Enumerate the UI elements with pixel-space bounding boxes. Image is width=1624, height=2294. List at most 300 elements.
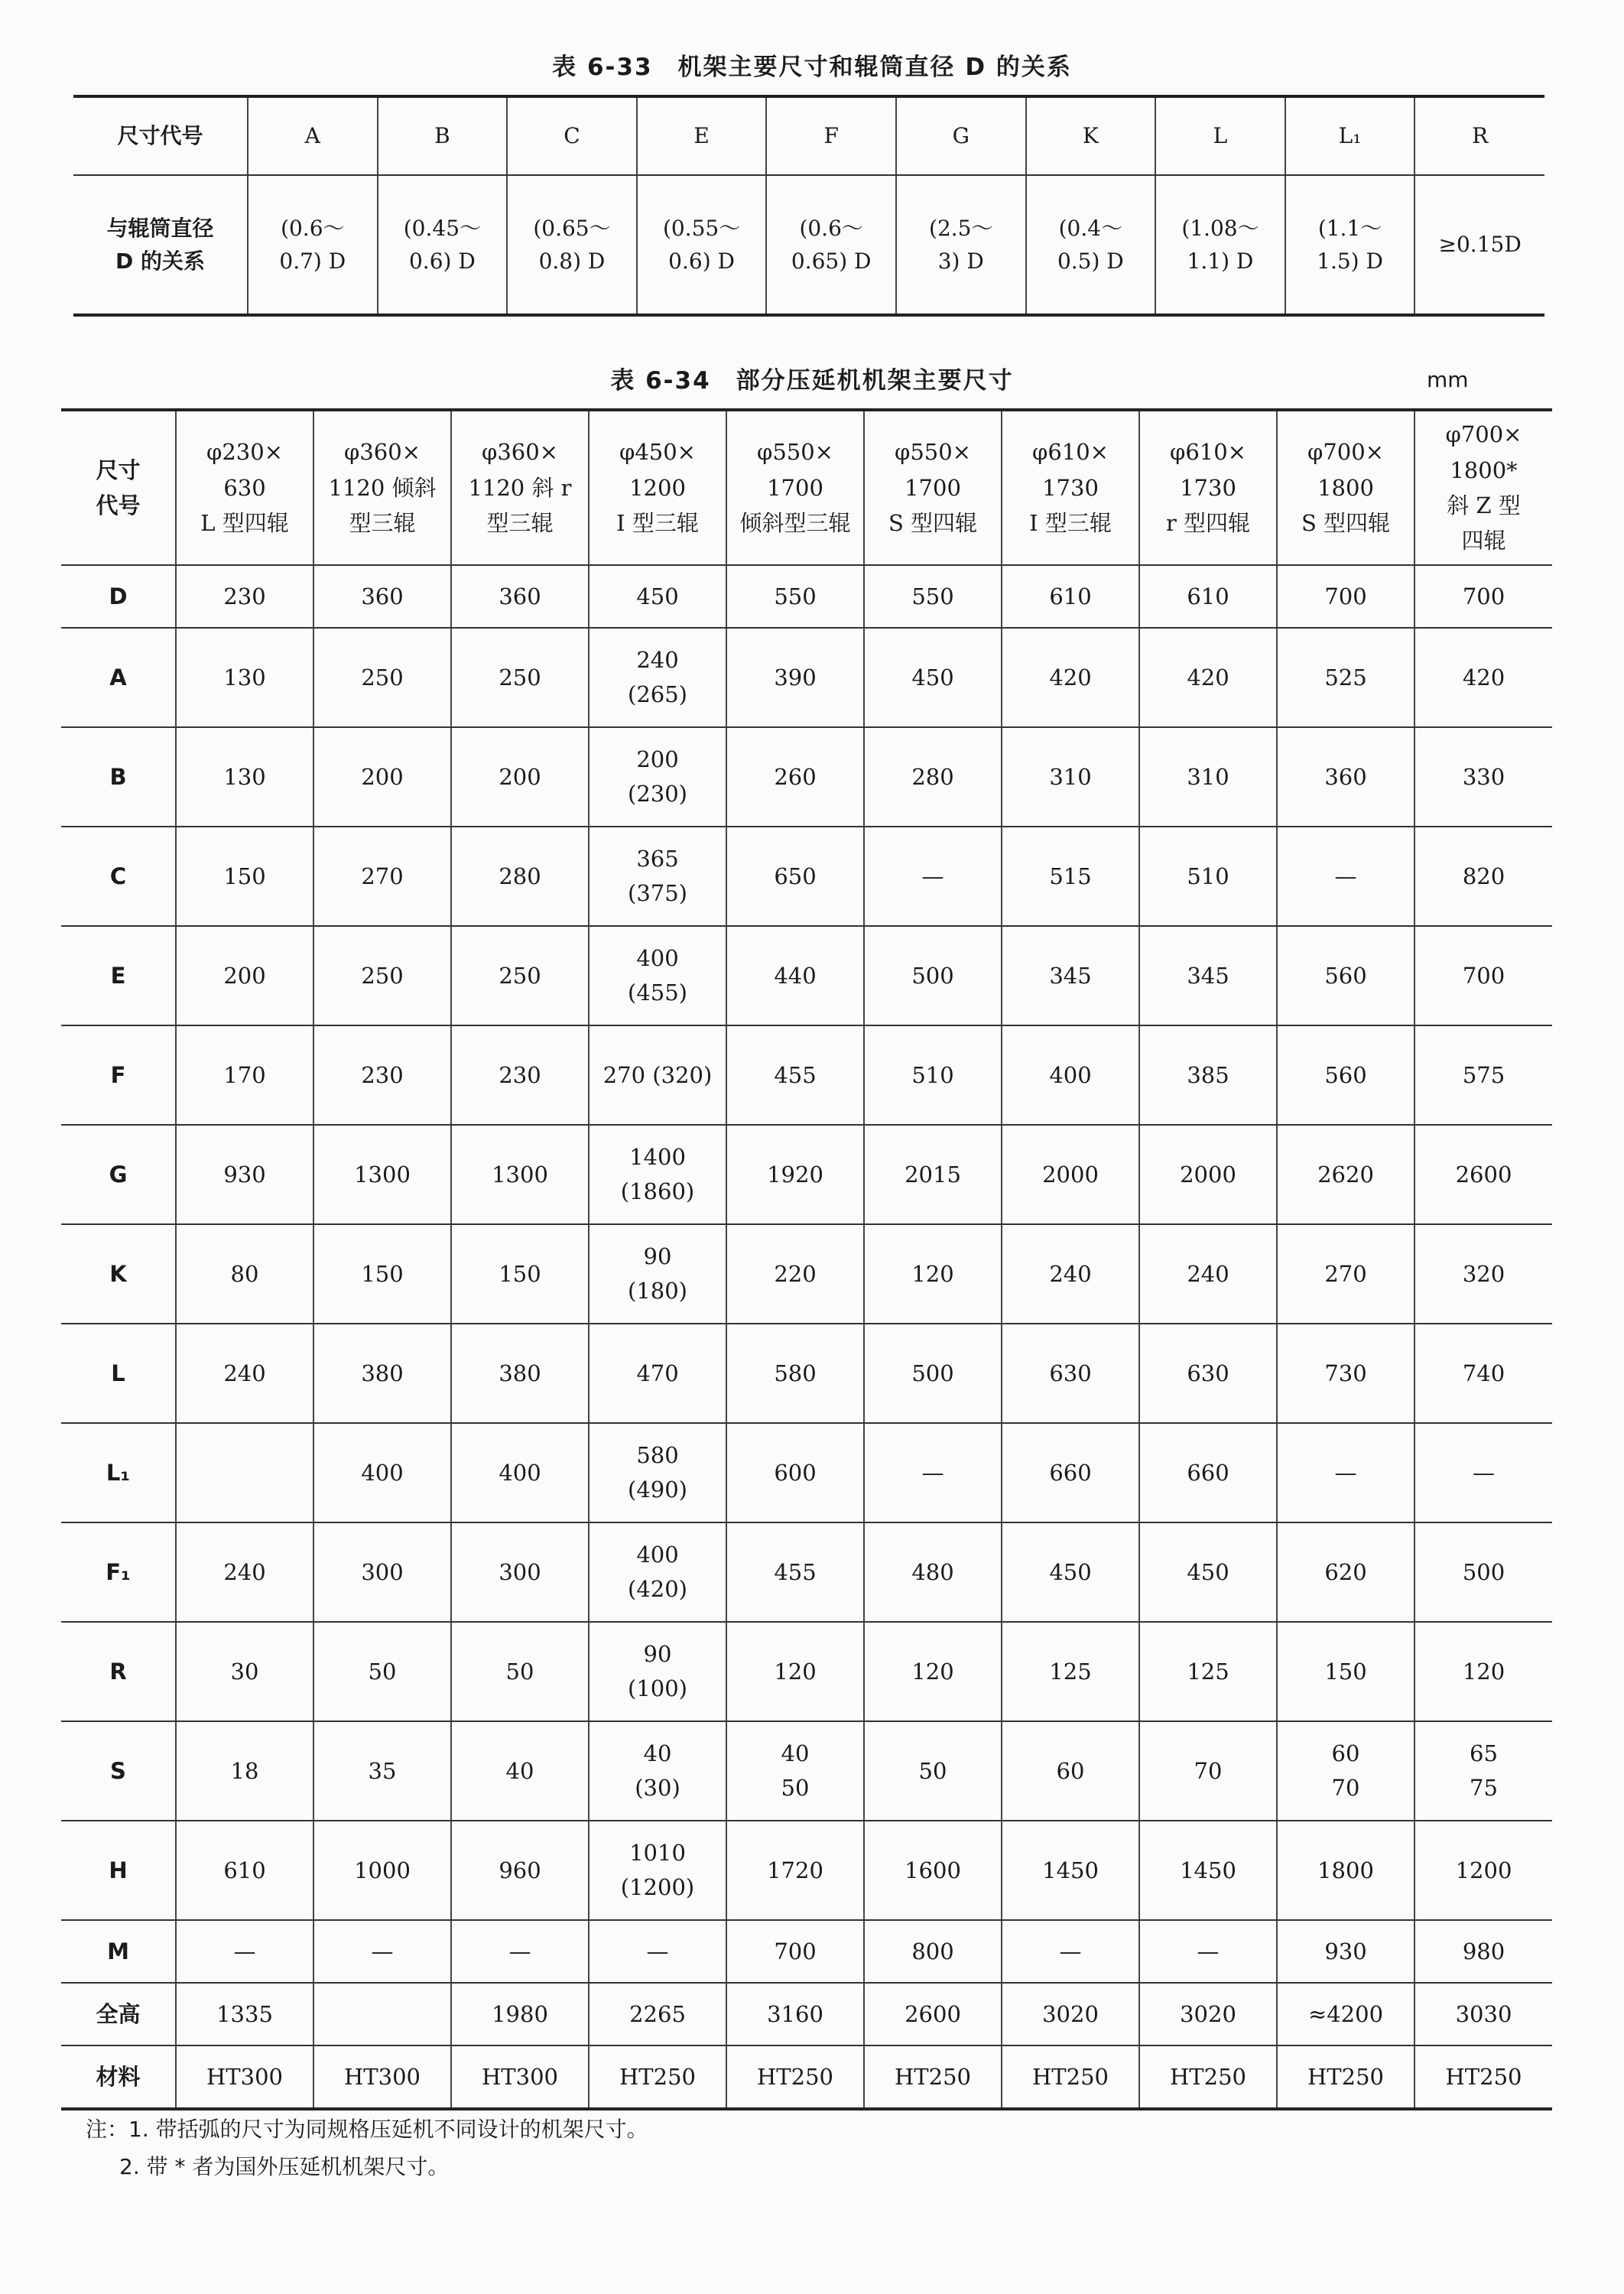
value-cell — [1002, 1522, 1139, 1622]
value-line: 700 — [1324, 583, 1367, 609]
value-cell — [176, 1125, 313, 1224]
value-line: 660 — [1187, 1459, 1229, 1486]
value-line: 3020 — [1180, 2000, 1236, 2027]
value-cell — [1277, 727, 1415, 827]
value-cell — [1139, 727, 1277, 827]
value-cell — [1415, 1622, 1552, 1721]
value-cell — [1415, 565, 1552, 628]
column-header-line: 1120 斜 r — [468, 474, 572, 501]
value-line: 50 — [781, 1775, 810, 1801]
column-header-line: 1700 — [905, 474, 961, 501]
relation-cell — [637, 175, 767, 315]
value-line: 930 — [223, 1161, 266, 1188]
relation-line: 3) D — [937, 249, 984, 274]
column-header-line: 630 — [223, 474, 266, 501]
value-line: 400 — [636, 1542, 679, 1568]
value-line: 1300 — [492, 1161, 548, 1188]
value-cell — [589, 1423, 726, 1522]
value-cell — [176, 727, 313, 827]
column-header-cell — [1002, 410, 1139, 565]
value-cell — [1277, 1622, 1415, 1721]
value-line: — — [921, 863, 944, 889]
value-line: 580 — [636, 1442, 679, 1469]
value-line: 365 — [636, 846, 679, 872]
column-header-line: r 型四辊 — [1165, 510, 1251, 537]
value-cell — [589, 1622, 726, 1721]
column-header-line: 型三辊 — [486, 510, 554, 537]
value-line: 820 — [1462, 863, 1505, 889]
value-cell — [1002, 727, 1139, 827]
value-line: 800 — [911, 1938, 954, 1964]
column-header-cell — [176, 410, 313, 565]
value-cell — [1139, 1622, 1277, 1721]
value-cell — [864, 1622, 1002, 1721]
value-line: 575 — [1462, 1061, 1505, 1088]
value-line: 550 — [774, 583, 817, 609]
value-line: 515 — [1049, 863, 1092, 889]
value-line: (265) — [628, 681, 687, 707]
table-row — [61, 1324, 1552, 1423]
row-code-cell: K — [61, 1224, 176, 1324]
value-cell — [176, 1324, 313, 1423]
value-cell — [451, 1821, 589, 1920]
value-line: 310 — [1049, 763, 1092, 790]
value-line: 30 — [230, 1658, 259, 1685]
row-code-cell: 全高 — [61, 1983, 176, 2045]
value-line: — — [1334, 1459, 1357, 1486]
value-line: 240 — [1049, 1260, 1092, 1287]
value-cell — [176, 1025, 313, 1125]
table-row — [61, 1224, 1552, 1324]
column-header-line: 1800 — [1317, 474, 1374, 501]
value-line: 2265 — [629, 2000, 686, 2027]
value-line: 480 — [911, 1558, 954, 1585]
value-cell — [864, 1423, 1002, 1522]
column-header-line: φ360× — [482, 439, 558, 466]
table-notes — [86, 2110, 648, 2185]
value-line: HT250 — [1307, 2063, 1384, 2090]
value-line: 1300 — [354, 1161, 411, 1188]
value-cell — [1002, 1324, 1139, 1423]
value-line: 310 — [1187, 763, 1229, 790]
value-line: 250 — [361, 962, 404, 989]
value-line: 260 — [774, 763, 817, 790]
table-row — [61, 1522, 1552, 1622]
relation-line: 1.1) D — [1187, 249, 1254, 274]
value-line: 200 — [499, 763, 541, 790]
value-cell — [1415, 1721, 1552, 1821]
row-code-cell: M — [61, 1920, 176, 1983]
value-line: HT300 — [344, 2063, 421, 2090]
value-cell — [313, 1522, 451, 1622]
value-line: 610 — [1187, 583, 1229, 609]
value-cell — [1002, 1423, 1139, 1522]
value-cell — [864, 926, 1002, 1025]
value-line: 550 — [911, 583, 954, 609]
value-cell — [176, 1522, 313, 1622]
value-line: 200 — [223, 962, 266, 989]
column-header-line: S 型四辊 — [888, 510, 978, 537]
value-cell — [451, 1920, 589, 1983]
value-cell — [589, 727, 726, 827]
value-cell — [451, 565, 589, 628]
table-row — [61, 1920, 1552, 1983]
value-line: 300 — [361, 1558, 404, 1585]
value-line: 300 — [499, 1558, 541, 1585]
table-33-caption: 表 6-33 机架主要尺寸和辊筒直径 D 的关系 — [552, 54, 1072, 81]
value-line: 1200 — [1455, 1857, 1512, 1883]
value-cell — [313, 1423, 451, 1522]
value-line: (420) — [628, 1576, 687, 1602]
column-header-line: φ610× — [1170, 439, 1246, 466]
value-line: (1860) — [620, 1178, 695, 1204]
value-cell — [1139, 565, 1277, 628]
value-cell — [1415, 1821, 1552, 1920]
value-cell — [726, 628, 864, 727]
value-cell — [726, 1423, 864, 1522]
relation-line: (0.55～ — [662, 215, 741, 241]
value-line: 40 — [505, 1757, 534, 1784]
value-line: 1980 — [492, 2000, 548, 2027]
value-cell — [1139, 2045, 1277, 2109]
column-header-line: I 型三辊 — [1029, 510, 1112, 537]
column-header-cell — [1415, 410, 1552, 565]
value-cell — [313, 565, 451, 628]
table-row — [61, 2045, 1552, 2109]
value-cell — [451, 1224, 589, 1324]
value-cell — [589, 1025, 726, 1125]
value-line: 500 — [911, 962, 954, 989]
relation-line: 0.65) D — [791, 249, 872, 274]
value-cell — [726, 1721, 864, 1821]
value-line: 60 — [1056, 1757, 1085, 1784]
value-line: (1200) — [620, 1874, 695, 1900]
value-line: 280 — [499, 863, 541, 889]
table-row — [61, 1423, 1552, 1522]
value-line: 620 — [1324, 1558, 1367, 1585]
value-cell — [864, 1025, 1002, 1125]
value-cell — [1002, 1025, 1139, 1125]
column-header-line: 1200 — [629, 474, 686, 501]
size-code-cell: B — [378, 96, 508, 175]
value-cell — [1277, 1125, 1415, 1224]
value-cell — [864, 1721, 1002, 1821]
column-header-line: 斜 Z 型 — [1447, 492, 1521, 518]
value-line: 1720 — [767, 1857, 823, 1883]
relation-line: (1.1～ — [1317, 215, 1382, 241]
value-line: 240 — [223, 1558, 266, 1585]
value-cell — [864, 1821, 1002, 1920]
value-cell — [451, 1721, 589, 1821]
value-cell — [726, 1622, 864, 1721]
size-code-cell: L₁ — [1285, 96, 1415, 175]
value-line: 610 — [1049, 583, 1092, 609]
value-line: 510 — [1187, 863, 1229, 889]
header-label-line: 尺寸 — [96, 457, 141, 483]
row-code-cell: S — [61, 1721, 176, 1821]
value-line: 960 — [499, 1857, 541, 1883]
value-cell — [451, 1125, 589, 1224]
value-line: 510 — [911, 1061, 954, 1088]
value-line: 50 — [918, 1757, 947, 1784]
value-cell — [1277, 1224, 1415, 1324]
value-cell — [313, 727, 451, 827]
relation-cell — [1415, 175, 1544, 315]
value-cell — [589, 1983, 726, 2045]
value-cell — [313, 1920, 451, 1983]
value-line: (375) — [628, 880, 687, 906]
value-cell — [176, 1224, 313, 1324]
value-cell — [1002, 926, 1139, 1025]
value-line: 360 — [499, 583, 541, 609]
value-cell — [864, 1522, 1002, 1622]
value-line: 1335 — [216, 2000, 273, 2027]
value-cell — [451, 926, 589, 1025]
value-cell — [589, 1324, 726, 1423]
value-line: 455 — [774, 1061, 817, 1088]
value-cell — [451, 1622, 589, 1721]
value-cell — [313, 1224, 451, 1324]
value-cell — [1002, 827, 1139, 926]
value-line: — — [233, 1938, 256, 1964]
value-line: HT300 — [482, 2063, 558, 2090]
column-header-line: φ450× — [619, 439, 696, 466]
relation-line: (0.45～ — [403, 215, 482, 241]
value-cell — [176, 1622, 313, 1721]
value-line: 330 — [1462, 763, 1505, 790]
column-header-line: 倾斜型三辊 — [739, 510, 851, 537]
relation-cell — [378, 175, 508, 315]
value-cell — [313, 1025, 451, 1125]
size-code-cell: C — [507, 96, 637, 175]
table-34-caption: 表 6-34 部分压延机机架主要尺寸 — [610, 367, 1014, 395]
value-cell — [1139, 1025, 1277, 1125]
value-cell — [1002, 2045, 1139, 2109]
relation-line: (1.08～ — [1181, 215, 1259, 241]
value-line: 420 — [1049, 664, 1092, 690]
value-cell — [864, 565, 1002, 628]
value-line: 1920 — [767, 1161, 823, 1188]
value-cell — [1139, 1920, 1277, 1983]
value-cell — [1139, 1821, 1277, 1920]
value-line: — — [371, 1938, 394, 1964]
value-line: HT300 — [206, 2063, 283, 2090]
value-line: 420 — [1187, 664, 1229, 690]
value-line: 610 — [223, 1857, 266, 1883]
value-line: 450 — [911, 664, 954, 690]
value-cell — [589, 1224, 726, 1324]
column-header-line: 1730 — [1042, 474, 1099, 501]
value-cell — [864, 727, 1002, 827]
value-cell — [1277, 1522, 1415, 1622]
value-cell — [726, 1522, 864, 1622]
value-cell — [1415, 1522, 1552, 1622]
column-header-cell — [726, 410, 864, 565]
value-cell — [726, 727, 864, 827]
value-line: 65 — [1470, 1740, 1498, 1767]
value-line: 150 — [361, 1260, 404, 1287]
table-34-header-row — [61, 410, 1552, 565]
value-cell — [313, 1622, 451, 1721]
value-line: 1400 — [629, 1144, 686, 1171]
value-line: 455 — [774, 1558, 817, 1585]
value-line: 345 — [1187, 962, 1229, 989]
value-line: 230 — [361, 1061, 404, 1088]
value-line: 730 — [1324, 1360, 1367, 1386]
value-cell — [864, 1324, 1002, 1423]
value-cell — [1139, 1983, 1277, 2045]
value-line: — — [508, 1938, 531, 1964]
column-header-line: S 型四辊 — [1301, 510, 1391, 537]
value-cell — [313, 628, 451, 727]
value-line: 700 — [774, 1938, 817, 1964]
relation-cell — [1155, 175, 1285, 315]
value-cell — [1277, 1324, 1415, 1423]
note-2: 2. 带 * 者为国外压延机机架尺寸。 — [119, 2154, 450, 2179]
value-cell — [1277, 2045, 1415, 2109]
value-cell — [451, 1522, 589, 1622]
value-line: 400 — [499, 1459, 541, 1486]
value-line: 120 — [774, 1658, 817, 1685]
value-line: 420 — [1462, 664, 1505, 690]
value-cell — [176, 926, 313, 1025]
value-cell — [1139, 628, 1277, 727]
relation-cell — [1285, 175, 1415, 315]
value-cell — [589, 628, 726, 727]
value-line: 385 — [1187, 1061, 1229, 1088]
value-cell — [864, 2045, 1002, 2109]
value-line: 630 — [1049, 1360, 1092, 1386]
value-line: 230 — [499, 1061, 541, 1088]
table-33-relation-label — [73, 175, 248, 315]
value-line: 1800 — [1317, 1857, 1374, 1883]
value-cell — [1277, 628, 1415, 727]
size-code-cell: R — [1415, 96, 1544, 175]
note-1: 注：1. 带括弧的尺寸为同规格压延机不同设计的机架尺寸。 — [86, 2117, 648, 2142]
table-row — [61, 565, 1552, 628]
column-header-cell — [1277, 410, 1415, 565]
value-line: 400 — [636, 945, 679, 972]
value-line: 400 — [1049, 1061, 1092, 1088]
value-line: HT250 — [757, 2063, 833, 2090]
value-cell — [864, 1983, 1002, 2045]
value-cell — [313, 1125, 451, 1224]
value-line: 50 — [505, 1658, 534, 1685]
size-code-cell: K — [1026, 96, 1156, 175]
value-cell — [1277, 1821, 1415, 1920]
column-header-cell — [451, 410, 589, 565]
value-cell — [726, 1920, 864, 1983]
value-line: 120 — [911, 1260, 954, 1287]
value-line: 1010 — [629, 1840, 686, 1867]
value-line: 450 — [636, 583, 679, 609]
value-cell — [1277, 1721, 1415, 1821]
value-cell — [176, 565, 313, 628]
value-line: 240 — [1187, 1260, 1229, 1287]
value-line: 2000 — [1180, 1161, 1236, 1188]
value-cell — [1415, 1983, 1552, 2045]
value-line: 230 — [223, 583, 266, 609]
relation-cell — [507, 175, 637, 315]
value-line: HT250 — [619, 2063, 696, 2090]
value-cell — [589, 1721, 726, 1821]
value-line: (490) — [628, 1477, 687, 1503]
relation-label-line: 与辊筒直径 — [106, 215, 214, 241]
table-row — [61, 628, 1552, 727]
value-line: 440 — [774, 962, 817, 989]
value-cell — [1415, 1224, 1552, 1324]
value-line: — — [1334, 863, 1357, 889]
value-cell — [1139, 1324, 1277, 1423]
value-cell — [1002, 1125, 1139, 1224]
value-line: — — [1473, 1459, 1495, 1486]
row-code-cell: A — [61, 628, 176, 727]
value-cell — [589, 1821, 726, 1920]
value-line: (180) — [628, 1278, 687, 1304]
relation-line: (0.6～ — [281, 215, 345, 241]
value-line: 560 — [1324, 1061, 1367, 1088]
value-cell — [1277, 1025, 1415, 1125]
value-line: 130 — [223, 664, 266, 690]
value-line: 2015 — [905, 1161, 961, 1188]
row-code-cell: G — [61, 1125, 176, 1224]
value-line: (455) — [628, 980, 687, 1006]
table-33-header-row — [73, 96, 1544, 175]
table-row — [61, 1721, 1552, 1821]
value-line: 3020 — [1042, 2000, 1099, 2027]
value-cell — [1002, 1721, 1139, 1821]
value-cell — [589, 827, 726, 926]
value-line: 1450 — [1042, 1857, 1099, 1883]
value-line: HT250 — [1170, 2063, 1246, 2090]
value-line: 2620 — [1317, 1161, 1374, 1188]
value-line: 400 — [361, 1459, 404, 1486]
relation-line: (0.6～ — [799, 215, 863, 241]
value-line: 240 — [223, 1360, 266, 1386]
value-cell — [1277, 565, 1415, 628]
column-header-line: 四辊 — [1461, 528, 1506, 554]
table-34-header-label — [61, 410, 176, 565]
value-cell — [1277, 1920, 1415, 1983]
value-cell — [313, 1324, 451, 1423]
table-row — [61, 1622, 1552, 1721]
row-code-cell: F — [61, 1025, 176, 1125]
value-line: 740 — [1462, 1360, 1505, 1386]
value-cell — [1139, 1721, 1277, 1821]
value-cell — [864, 827, 1002, 926]
value-line: 270 — [1324, 1260, 1367, 1287]
value-line: HT250 — [1445, 2063, 1522, 2090]
table-33-header-label: 尺寸代号 — [73, 96, 248, 175]
value-cell — [864, 628, 1002, 727]
table-row — [61, 1983, 1552, 2045]
value-cell — [313, 827, 451, 926]
column-header-line: φ550× — [895, 439, 971, 466]
column-header-line: 1800* — [1450, 457, 1518, 483]
table-34 — [61, 408, 1552, 2110]
value-line: (230) — [628, 781, 687, 807]
value-line: 470 — [636, 1360, 679, 1386]
value-line: 150 — [499, 1260, 541, 1287]
value-line: 360 — [361, 583, 404, 609]
value-cell — [864, 1125, 1002, 1224]
value-line: 80 — [230, 1260, 259, 1287]
value-line: 600 — [774, 1459, 817, 1486]
value-cell — [589, 565, 726, 628]
value-cell — [1139, 1522, 1277, 1622]
value-line: 60 — [1331, 1740, 1360, 1767]
value-cell — [1415, 1125, 1552, 1224]
